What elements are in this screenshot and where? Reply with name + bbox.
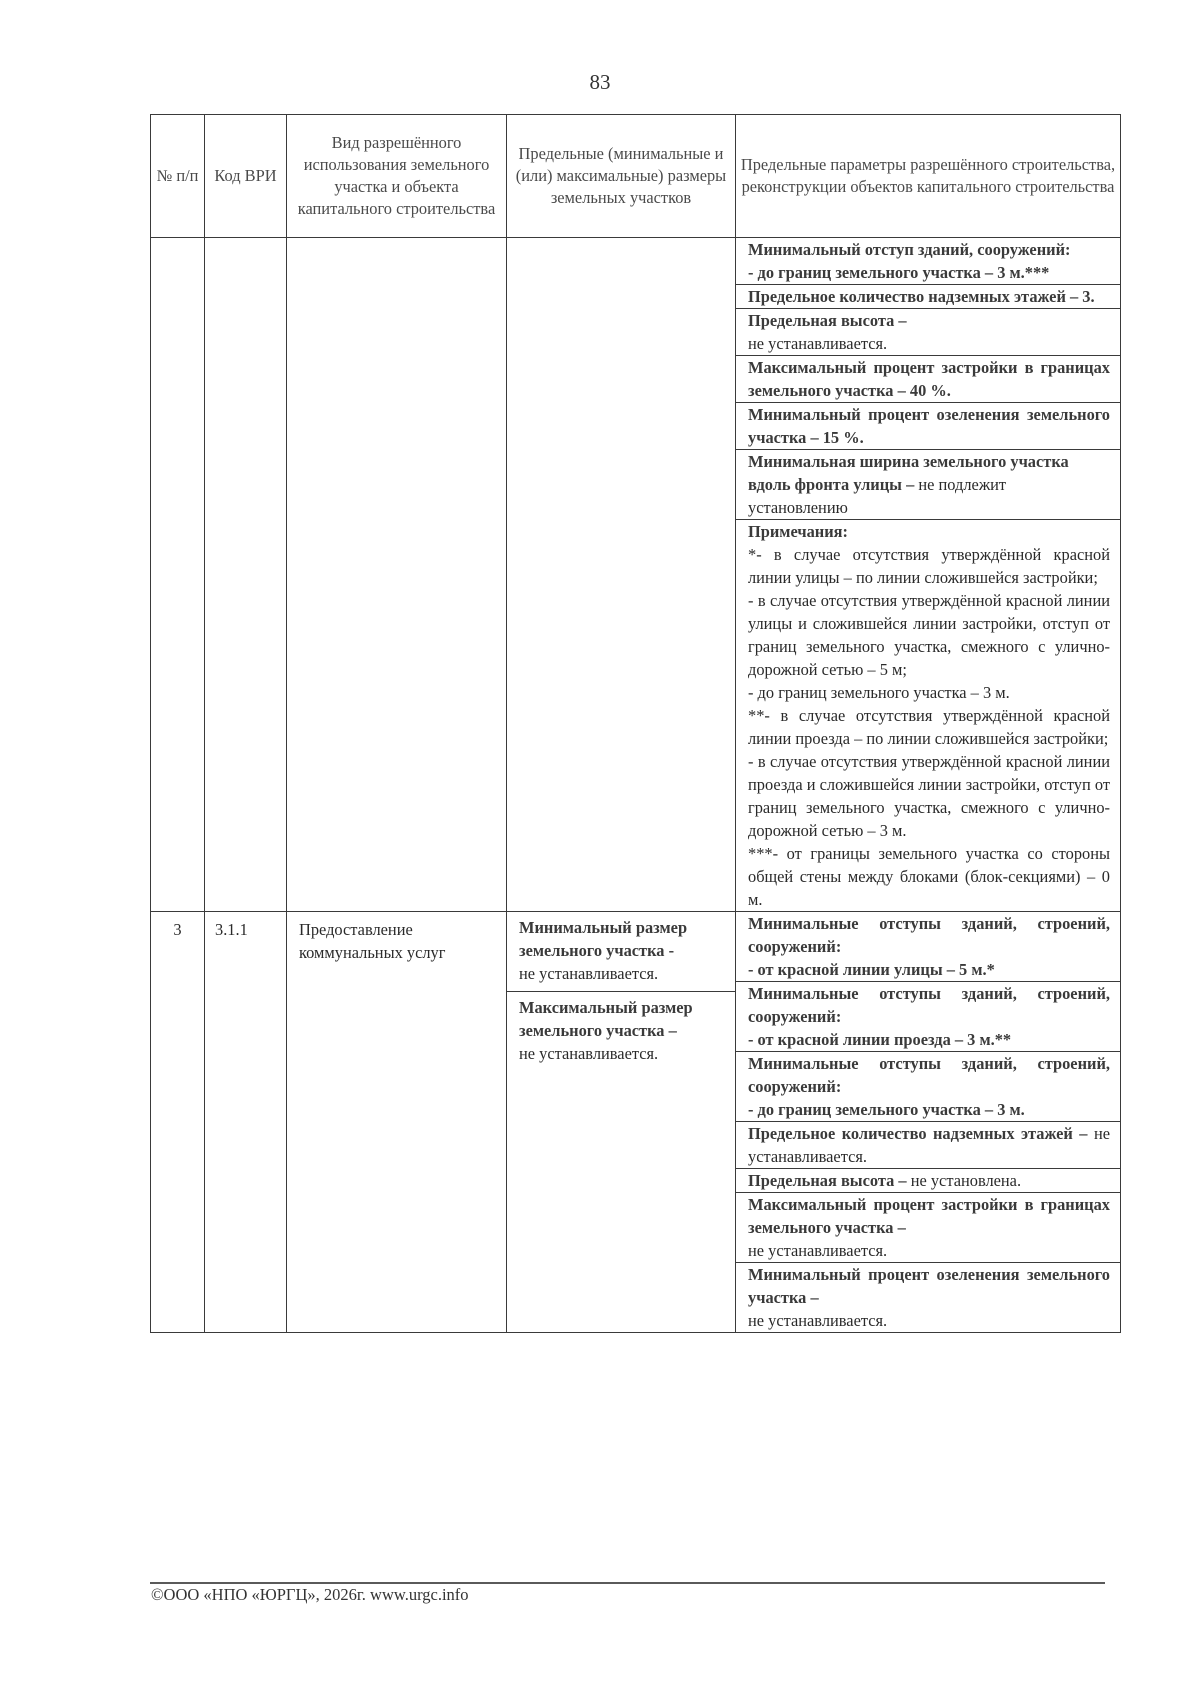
param-min-setback: Минимальный отступ зданий, сооружений: - до границ земельного участка – 3 м.*** [736,238,1120,285]
param-coverage-row3: Максимальный процент застройки в границах земельного участка – не устанавливается. [736,1193,1120,1263]
param-max-coverage: Максимальный процент застройки в границах земельного участка – 40 %. [736,356,1120,403]
param-min-greening: Минимальный процент озеленения земельного участка – 15 %. [736,403,1120,450]
param-min-width: Минимальная ширина земельного участка вдоль фронта улицы – не подлежит установлению [736,450,1120,520]
param-setback-street: Минимальные отступы зданий, строений, сооружений: - от красной линии улицы – 5 м.* [736,912,1120,982]
param-greening-row3: Минимальный процент озеленения земельного участка – не устанавливается. [748,1265,1110,1330]
regulations-table [150,114,1120,1333]
header-code: Код ВРИ [205,115,287,238]
param-setback-driveway: Минимальные отступы зданий, строений, сооружений: - от красной линии проезда – 3 м.** [736,982,1120,1052]
cell-type: Предоставление коммунальных услуг [287,912,507,1333]
header-num: № п/п [151,115,205,238]
note-item: *- в случае отсутствия утверждённой красной линии улицы – по линии сложившейся застройки; [748,545,1110,587]
footer-divider [150,1582,1105,1584]
param-floors-row3: Предельное количество надземных этажей – не устанавливается. [736,1122,1120,1169]
table-row-continued [151,238,1121,912]
cell-type-empty [287,238,507,912]
header-params: Предельные параметры разрешённого строительства, реконструкции объектов капитального строительства [736,115,1121,238]
note-item: - в случае отсутствия утверждённой красной линии улицы и сложившейся линии застройки, отступ от границ земельного участка, смежного с улично-дорожной сетью – 5 м; [748,591,1110,679]
cell-code-empty [205,238,287,912]
footer-copyright: ©ООО «НПО «ЮРГЦ», 2026г. www.urgc.info [151,1585,469,1604]
note-item: - до границ земельного участка – 3 м. [748,683,1010,702]
note-item: ***- от границы земельного участка со стороны общей стены между блоками (блок-секциями) – 0 м. [748,844,1110,909]
size-max: Максимальный размер земельного участка – не устанавливается. [507,991,735,1071]
cell-size [507,912,736,1333]
table-header-row [151,115,1121,238]
param-height-row3: Предельная высота – не установлена. [736,1169,1120,1193]
param-setback-boundary: Минимальные отступы зданий, строений, сооружений: - до границ земельного участка – 3 м. [736,1052,1120,1122]
cell-params [736,238,1121,912]
size-min: Минимальный размер земельного участка - не устанавливается. [519,918,688,983]
param-floors: Предельное количество надземных этажей – 3. [736,285,1120,309]
cell-num-empty [151,238,205,912]
cell-params-row3 [736,912,1121,1333]
page-number: 83 [589,70,611,94]
cell-code: 3.1.1 [205,912,287,1333]
table-row-3 [151,912,1121,1333]
note-item: **- в случае отсутствия утверждённой красной линии проезда – по линии сложившейся застройки; [748,706,1110,748]
notes-title: Примечания: [748,522,848,541]
cell-num: 3 [151,912,205,1333]
note-item: - в случае отсутствия утверждённой красной линии проезда и сложившейся линии застройки, отступ от границ земельного участка, смежного с улично-дорожной сетью – 3 м. [748,752,1110,840]
cell-size-empty [507,238,736,912]
notes-block [736,520,1120,911]
header-size: Предельные (минимальные и (или) максимальные) размеры земельных участков [507,115,736,238]
param-height: Предельная высота – не устанавливается. [736,309,1120,356]
header-type: Вид разрешённого использования земельного участка и объекта капитального строительства [287,115,507,238]
